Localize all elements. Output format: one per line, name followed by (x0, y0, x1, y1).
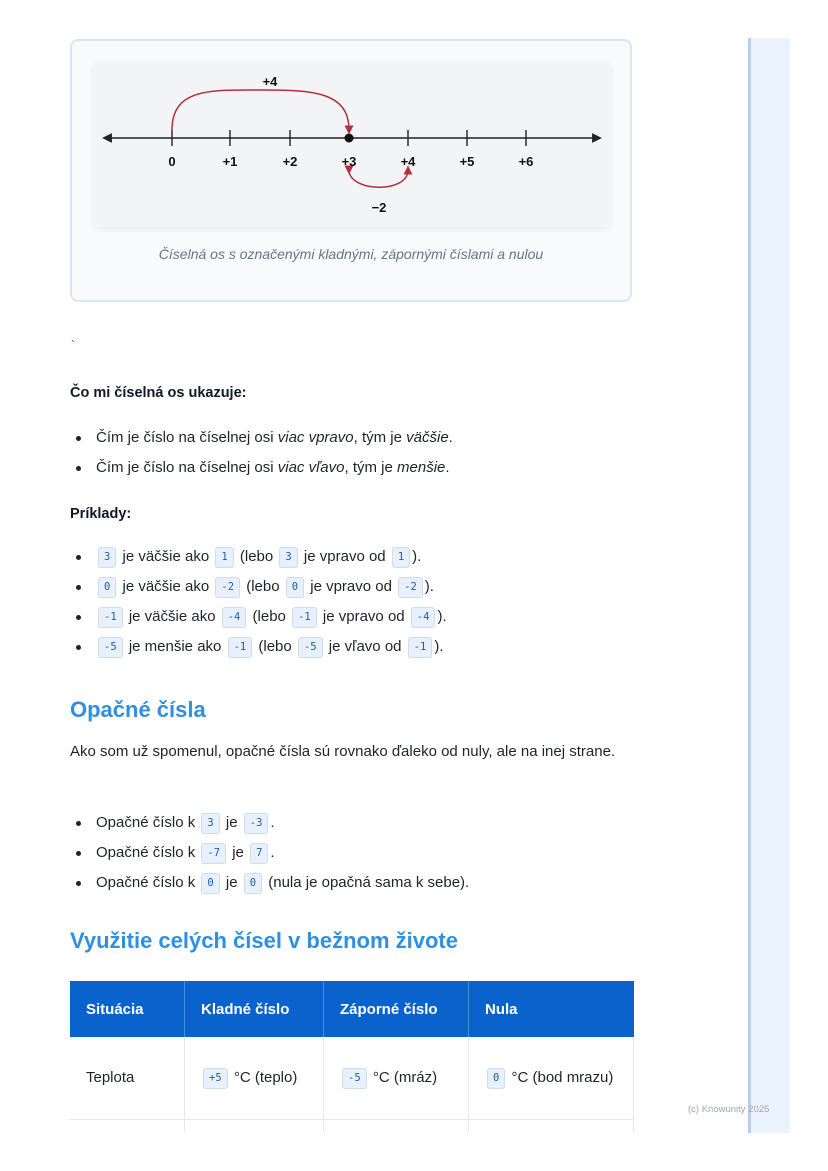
list-item: Opačné číslo k -7 je 7 . (70, 838, 660, 868)
code-pill: -1 (292, 607, 317, 628)
code-pill: 0 (201, 873, 219, 894)
list-item: -1 je väčšie ako -4 (lebo -1 je vpravo od -4 ). (70, 602, 660, 632)
section-heading-examples: Príklady: (70, 506, 132, 522)
opposites-list (70, 808, 660, 898)
code-pill: -5 (298, 637, 323, 658)
axis-label: +5 (459, 154, 475, 169)
table-row-partial (70, 1120, 634, 1133)
table-header-cell: Situácia (70, 981, 185, 1037)
table-header-cell: Nula (469, 981, 634, 1037)
code-pill: 0 (244, 873, 262, 894)
list-item: Čím je číslo na číselnej osi viac vľavo, tým je menšie. (70, 453, 660, 483)
usage-table (70, 981, 634, 1132)
code-pill: 0 (98, 577, 116, 598)
axis-label: 0 (168, 154, 176, 169)
code-pill: -1 (408, 637, 433, 658)
list-item: 3 je väčšie ako 1 (lebo 3 je vpravo od 1 ). (70, 542, 660, 572)
side-panel (748, 38, 790, 1133)
table-header-row (70, 981, 634, 1037)
copyright-footer: (c) Knowunity 2025 (688, 1104, 770, 1115)
code-pill: -7 (201, 843, 226, 864)
list-item: Čím je číslo na číselnej osi viac vpravo, tým je väčšie. (70, 423, 660, 453)
list-item: Opačné číslo k 3 je -3 . (70, 808, 660, 838)
code-pill: 0 (487, 1068, 505, 1089)
code-pill: -2 (215, 577, 240, 598)
number-line-svg (93, 62, 611, 227)
lower-arc-label: −2 (371, 200, 387, 215)
code-pill: -5 (342, 1068, 367, 1089)
number-line-figure (93, 62, 611, 227)
code-pill: 3 (98, 547, 116, 568)
shows-list (70, 423, 660, 483)
section-heading-usage: Využitie celých čísel v bežnom živote (70, 928, 458, 953)
figure-container (70, 39, 632, 302)
examples-list (70, 542, 660, 662)
code-pill: -3 (244, 813, 269, 834)
figure-caption: Číselná os s označenými kladnými, zápornými číslami a nulou (158, 246, 544, 262)
axis-label: +3 (341, 154, 357, 169)
code-pill: -4 (222, 607, 247, 628)
code-pill: 3 (279, 547, 297, 568)
code-pill: -1 (228, 637, 253, 658)
table-row (70, 1037, 634, 1120)
stray-mark: ` (71, 338, 75, 352)
axis-label: +1 (222, 154, 238, 169)
table-header-cell: Kladné číslo (185, 981, 324, 1037)
table-header-cell: Záporné číslo (324, 981, 469, 1037)
code-pill: -2 (398, 577, 423, 598)
list-item: -5 je menšie ako -1 (lebo -5 je vľavo od -1 ). (70, 632, 660, 662)
code-pill: -4 (411, 607, 436, 628)
table-cell: 0 °C (bod mrazu) (469, 1037, 634, 1120)
table-cell: +5 °C (teplo) (185, 1037, 324, 1120)
code-pill: 7 (250, 843, 268, 864)
code-pill: 0 (286, 577, 304, 598)
code-pill: -5 (98, 637, 123, 658)
code-pill: 1 (392, 547, 410, 568)
section-heading-shows: Čo mi číselná os ukazuje: (70, 385, 247, 401)
axis-label: +4 (400, 154, 416, 169)
code-pill: -1 (98, 607, 123, 628)
code-pill: 3 (201, 813, 219, 834)
section-heading-opposites: Opačné čísla (70, 697, 206, 722)
table-cell: Teplota (70, 1037, 185, 1120)
table-cell: -5 °C (mráz) (324, 1037, 469, 1120)
opposites-paragraph: Ako som už spomenul, opačné čísla sú rovnako ďaleko od nuly, ale na inej strane. (70, 743, 616, 760)
code-pill: +5 (203, 1068, 228, 1089)
list-item: Opačné číslo k 0 je 0 (nula je opačná sama k sebe). (70, 868, 660, 898)
axis-label: +6 (518, 154, 534, 169)
code-pill: 1 (215, 547, 233, 568)
upper-arc-label: +4 (262, 74, 278, 89)
list-item: 0 je väčšie ako -2 (lebo 0 je vpravo od -2 ). (70, 572, 660, 602)
axis-label: +2 (282, 154, 298, 169)
